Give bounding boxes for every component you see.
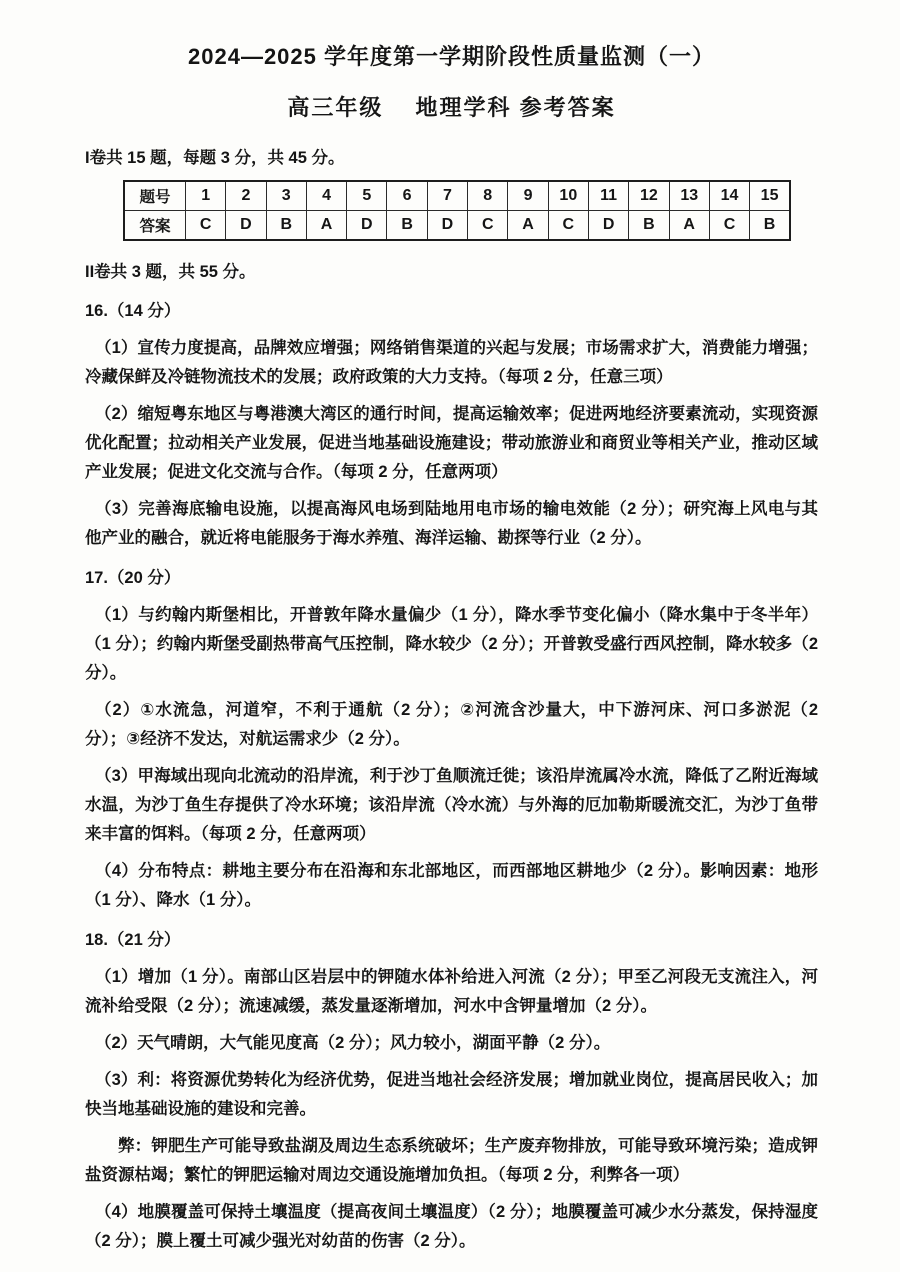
question-number-cell: 5	[347, 181, 387, 211]
question-number-cell: 14	[709, 181, 749, 211]
answer-paragraph: （1）增加（1 分）。南部山区岩层中的钾随水体补给进入河流（2 分）；甲至乙河段无支流注入，河流补给受限（2 分）；流速减缓，蒸发量逐渐增加，河水中含钾量增加（2 分）。	[85, 968, 818, 1015]
answer-paragraph: （1）与约翰内斯堡相比，开普敦年降水量偏少（1 分），降水季节变化偏小（降水集中于冬半年）（1 分）；约翰内斯堡受副热带高气压控制，降水较少（2 分）；开普敦受盛行西风控制，降水较多（2 分）。	[85, 606, 818, 682]
page-title: 2024—2025 学年度第一学期阶段性质量监测（一）	[188, 44, 715, 69]
section2-heading: II卷共 3 题，共 55 分。	[85, 263, 256, 281]
question-number-cell: 7	[427, 181, 467, 211]
answer-cell: C	[709, 211, 749, 241]
question-number-cell: 1	[186, 181, 226, 211]
answer-cell: A	[669, 211, 709, 241]
question-number-cell: 12	[629, 181, 669, 211]
answer-label: 答案	[124, 211, 186, 241]
answer-cell: B	[266, 211, 306, 241]
answer-row	[124, 211, 790, 241]
question-heading: 18.（21 分）	[85, 931, 181, 949]
answer-paragraph: （2）①水流急，河道窄，不利于通航（2 分）；②河流含沙量大，中下游河床、河口多淤泥（2 分）；③经济不发达，对航运需求少（2 分）。	[85, 701, 818, 748]
question-number-cell: 9	[508, 181, 548, 211]
answer-paragraph: （3）利：将资源优势转化为经济优势，促进当地社会经济发展；增加就业岗位，提高居民收入；加快当地基础设施的建设和完善。	[85, 1071, 818, 1118]
section1-heading: I卷共 15 题，每题 3 分，共 45 分。	[85, 149, 345, 167]
question-number-label: 题号	[124, 181, 186, 211]
question-number-cell: 10	[548, 181, 588, 211]
answer-cell: A	[306, 211, 346, 241]
question-number-row	[124, 181, 790, 211]
answer-paragraph: 弊：钾肥生产可能导致盐湖及周边生态系统破坏；生产废弃物排放，可能导致环境污染；造成钾盐资源枯竭；繁忙的钾肥运输对周边交通设施增加负担。（每项 2 分，利弊各一项）	[85, 1137, 818, 1184]
answer-cell: D	[588, 211, 628, 241]
questions	[85, 297, 818, 1256]
answer-paragraph: （1）宣传力度提高，品牌效应增强；网络销售渠道的兴起与发展；市场需求扩大，消费能力增强；冷藏保鲜及冷链物流技术的发展；政府政策的大力支持。（每项 2 分，任意三项）	[85, 339, 818, 386]
question-number-cell: 2	[226, 181, 266, 211]
answer-cell: C	[468, 211, 508, 241]
answer-cell: A	[508, 211, 548, 241]
answer-paragraph: （2）天气晴朗，大气能见度高（2 分）；风力较小，湖面平静（2 分）。	[95, 1034, 611, 1052]
question-heading: 16.（14 分）	[85, 302, 181, 320]
question-number-cell: 3	[266, 181, 306, 211]
answer-paragraph: （3）完善海底输电设施，以提高海风电场到陆地用电市场的输电效能（2 分）；研究海上风电与其他产业的融合，就近将电能服务于海水养殖、海洋运输、勘探等行业（2 分）。	[85, 500, 818, 547]
answer-paragraph: （4）地膜覆盖可保持土壤温度（提高夜间土壤温度）（2 分）；地膜覆盖可减少水分蒸发，保持湿度（2 分）；膜上覆土可减少强光对幼苗的伤害（2 分）。	[85, 1203, 818, 1250]
answer-cell: C	[548, 211, 588, 241]
answer-cell: B	[629, 211, 669, 241]
answer-table	[123, 180, 791, 241]
page-subtitle: 高三年级 地理学科 参考答案	[287, 95, 616, 120]
answer-cell: D	[347, 211, 387, 241]
answer-cell: B	[387, 211, 427, 241]
answer-cell: C	[186, 211, 226, 241]
answer-cell: D	[226, 211, 266, 241]
question-heading: 17.（20 分）	[85, 569, 181, 587]
answer-paragraph: （3）甲海域出现向北流动的沿岸流，利于沙丁鱼顺流迁徙；该沿岸流属冷水流，降低了乙附近海域水温，为沙丁鱼生存提供了冷水环境；该沿岸流（冷水流）与外海的厄加勒斯暖流交汇，为沙丁鱼带来丰富的饵料。（每项 2 分，任意两项）	[85, 767, 818, 843]
question-number-cell: 8	[468, 181, 508, 211]
question-number-cell: 11	[588, 181, 628, 211]
answer-cell: B	[750, 211, 790, 241]
question-number-cell: 6	[387, 181, 427, 211]
answer-paragraph: （2）缩短粤东地区与粤港澳大湾区的通行时间，提高运输效率；促进两地经济要素流动，实现资源优化配置；拉动相关产业发展，促进当地基础设施建设；带动旅游业和商贸业等相关产业，推动区域产业发展；促进文化交流与合作。（每项 2 分，任意两项）	[85, 405, 818, 481]
answer-paragraph: （4）分布特点：耕地主要分布在沿海和东北部地区，而西部地区耕地少（2 分）。影响因素：地形（1 分）、降水（1 分）。	[85, 862, 818, 909]
question-number-cell: 13	[669, 181, 709, 211]
question-number-cell: 15	[750, 181, 790, 211]
answer-cell: D	[427, 211, 467, 241]
question-number-cell: 4	[306, 181, 346, 211]
